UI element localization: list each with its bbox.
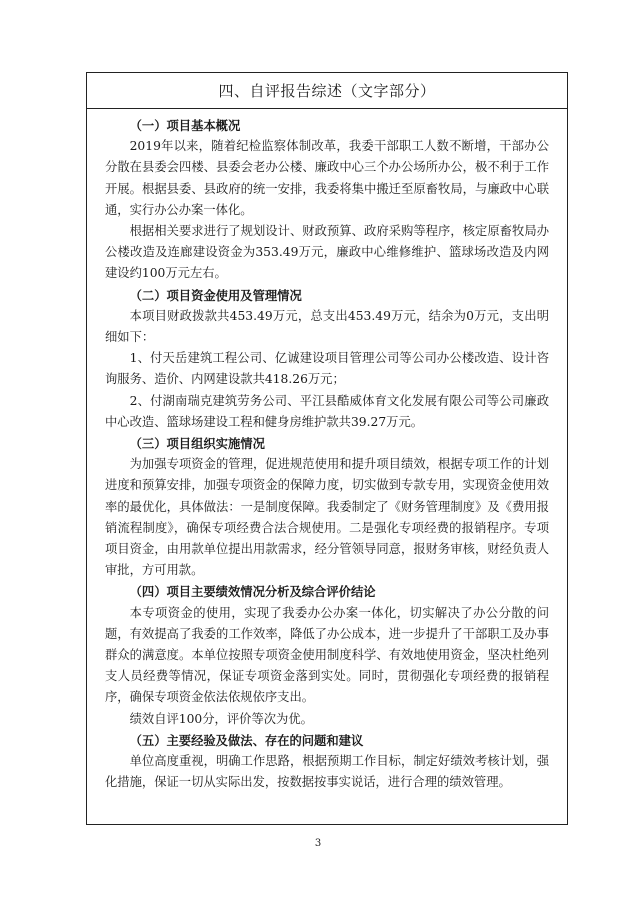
page-number: 3 <box>314 838 322 849</box>
paragraph: 2、付湖南瑞克建筑劳务公司、平江县酷威体育文化发展有限公司等公司廉政中心改造、篮球场建设工程和健身房维护款共39.27万元。 <box>105 393 549 429</box>
paragraph: 本项目财政拨款共453.49万元，总支出453.49万元，结余为0万元，支出明细如下： <box>105 308 549 345</box>
paragraph: 根据相关要求进行了规划设计、财政预算、政府采购等程序，核定原畜牧局办公楼改造及连廊建设资金为353.49万元，廉政中心维修维护、篮球场改造及内网建设约100万元左右。 <box>105 224 549 281</box>
paragraph: 2019年以来，随着纪检监察体制改革，我委干部职工人数不断增，干部办公分散在县委会四楼、县委会老办公楼、廉政中心三个办公场所办公，极不利于工作开展。根据县委、县政府的统一安排，我委将集中搬迁至原畜牧局，与廉政中心联通，实行办公办案一体化。 <box>105 139 549 217</box>
section-heading-5: （五）主要经验及做法、存在的问题和建议 <box>129 732 364 748</box>
page-title: 四、自评报告综述（文字部分） <box>87 73 567 109</box>
report-frame <box>86 72 568 825</box>
paragraph: 为加强专项资金的管理，促进规范使用和提升项目绩效，根据专项工作的计划进度和预算安排，加强专项资金的保障力度，切实做到专款专用，实现资金使用效率的最优化，具体做法：一是制度保障。我委制定了《财务管理制度》及《费用报销流程制度》，确保专项经费合法合规使用。二是强化专项经费的报销程序。专项项目资金，由用款单位提出用款需求，经分管领导同意，报财务审核，财经负责人审批，方可用款。 <box>105 457 549 578</box>
paragraph: 单位高度重视，明确工作思路，根据预期工作目标，制定好绩效考核计划，强化措施，保证一切从实际出发，按数据按事实说话，进行合理的绩效管理。 <box>105 754 549 790</box>
report-body <box>105 115 549 794</box>
paragraph: 1、付天岳建筑工程公司、亿诚建设项目管理公司等公司办公楼改造、设计咨询服务、造价、内网建设款共418.26万元； <box>105 351 549 387</box>
paragraph: 本专项资金的使用，实现了我委办公办案一体化，切实解决了办公分散的问题，有效提高了我委的工作效率，降低了办公成本，进一步提升了干部职工及办事群众的满意度。本单位按照专项资金使用制度科学、有效地使用资金，坚决杜绝列支人员经费等情况，保证专项资金落到实处。同时，贯彻强化专项经费的报销程序，确保专项资金依法依规依序支出。 <box>105 605 549 705</box>
section-heading-3: （三）项目组织实施情况 <box>129 436 265 452</box>
section-heading-4: （四）项目主要绩效情况分析及综合评价结论 <box>129 584 376 600</box>
section-heading-2: （二）项目资金使用及管理情况 <box>129 287 302 303</box>
section-heading-1: （一）项目基本概况 <box>129 118 241 133</box>
paragraph: 绩效自评100分，评价等次为优。 <box>129 711 313 726</box>
